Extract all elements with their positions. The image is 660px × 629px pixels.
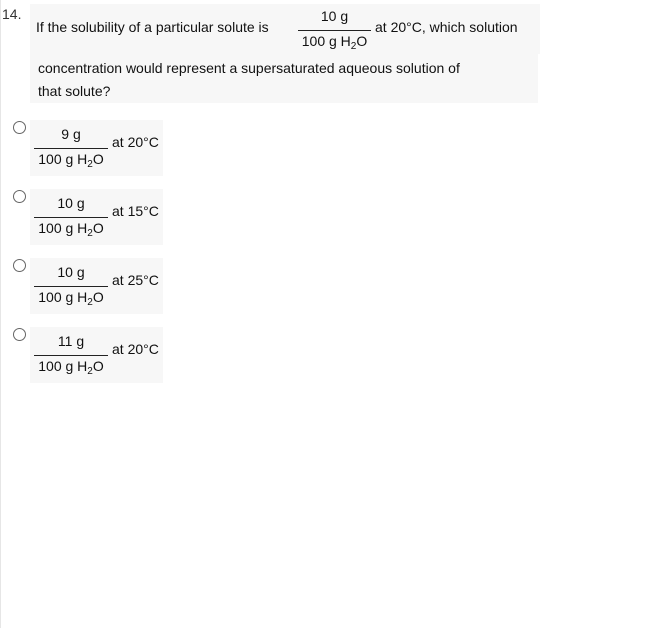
stem-line3: that solute? (38, 83, 111, 99)
answer-choice-b[interactable] (0, 189, 170, 245)
fraction-bar (34, 286, 108, 287)
question-stem-line1 (30, 4, 540, 54)
choice-numerator: 10 g (57, 195, 85, 211)
solubility-fraction (298, 8, 371, 54)
choice-denominator: 100 g $H_2O$ (38, 220, 104, 239)
choice-fraction (34, 333, 108, 377)
solubility-numerator: 10 g (320, 8, 349, 24)
fraction-bar (34, 355, 108, 356)
answer-choice-a[interactable] (0, 120, 170, 176)
stem-line2: concentration would represent a supersaturated aqueous solution of (38, 60, 460, 76)
choice-temperature: at 20°C (112, 134, 159, 150)
choice-numerator: 11 g (57, 333, 85, 349)
fraction-bar (34, 217, 108, 218)
choice-denominator: 100 g $H_2O$ (38, 289, 104, 308)
fraction-bar (298, 30, 371, 31)
radio-button-d[interactable] (13, 328, 26, 341)
answer-choice-c[interactable] (0, 258, 170, 314)
radio-button-b[interactable] (13, 190, 26, 203)
answer-choice-d[interactable] (0, 327, 170, 383)
choice-denominator: 100 g $H_2O$ (38, 358, 104, 377)
question-stem-lines (30, 54, 538, 103)
radio-button-c[interactable] (13, 259, 26, 272)
choice-numerator: 9 g (61, 126, 81, 142)
choice-fraction (34, 264, 108, 308)
choice-numerator: 10 g (57, 264, 85, 280)
choice-temperature: at 20°C (112, 341, 159, 357)
choice-fraction (34, 126, 108, 170)
choice-denominator: 100 g $H_2O$ (38, 151, 104, 170)
question-number: 14. (2, 6, 22, 22)
stem-text-after: at 20°C, which solution (375, 19, 518, 35)
stem-text-before: If the solubility of a particular solute is (36, 19, 269, 35)
solubility-denominator: 100 g $H_2O$ (301, 33, 368, 52)
fraction-bar (34, 148, 108, 149)
choice-temperature: at 25°C (112, 272, 159, 288)
choice-fraction (34, 195, 108, 239)
choice-temperature: at 15°C (112, 203, 159, 219)
radio-button-a[interactable] (13, 121, 26, 134)
